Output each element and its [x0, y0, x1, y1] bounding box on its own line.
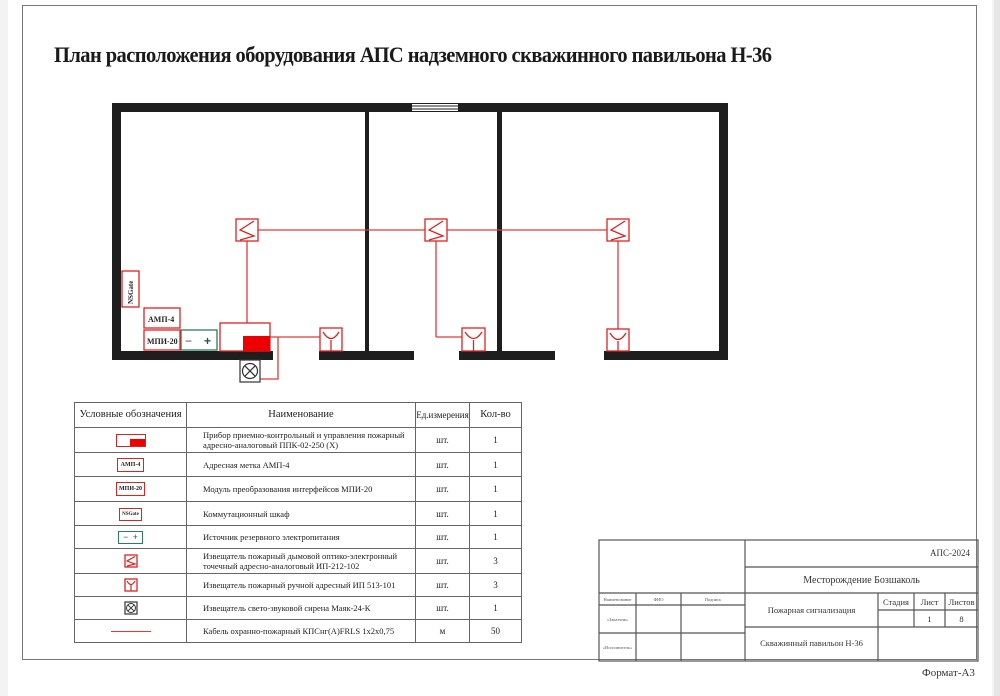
amp4-label: АМП-4: [148, 315, 175, 324]
legend-header-unit: Ед.измерения: [416, 403, 470, 428]
legend-name: Извещатель пожарный дымовой оптико-электронный точечный адресно-аналоговый ИП-212-102: [187, 549, 416, 574]
legend-qty: 1: [470, 502, 522, 526]
legend-qty: 50: [470, 620, 522, 643]
psu-symbol: − +: [118, 531, 143, 544]
sheet-header: Лист: [920, 597, 939, 607]
legend-unit: шт.: [416, 526, 470, 549]
drawing-title: План расположения оборудования АПС надземного скважинного павильона Н-36: [54, 42, 772, 67]
nsgate-label: NSGate: [127, 280, 135, 304]
legend-unit: шт.: [416, 428, 470, 453]
psu-plus-label: +: [204, 334, 212, 348]
legend-name: Кабель охранно-пожарный КПСнг(А)FRLS 1х2х0,75: [187, 620, 416, 643]
legend-unit: шт.: [416, 549, 470, 574]
sign-header-fio: ФИО: [653, 597, 664, 602]
legend-unit: шт.: [416, 453, 470, 477]
role-customer: «Заказчик»: [606, 617, 629, 622]
legend-unit: шт.: [416, 597, 470, 620]
legend-unit: шт.: [416, 502, 470, 526]
psu-minus-label: −: [185, 334, 193, 348]
legend-name: Источник резервного электропитания: [187, 526, 416, 549]
sheets-total-header: Листов: [948, 597, 975, 607]
legend-name: Извещатель пожарный ручной адресный ИП 513-101: [187, 574, 416, 597]
site-name: Месторождение Бозшаколь: [803, 575, 920, 586]
mpi20-symbol: МПИ-20: [116, 482, 145, 496]
sheets-total-value: 8: [959, 614, 964, 624]
legend-qty: 3: [470, 574, 522, 597]
legend-qty: 1: [470, 453, 522, 477]
legend-header-symbol: Условные обозначения: [75, 403, 187, 428]
sheet-value: 1: [927, 614, 932, 624]
legend-qty: 1: [470, 526, 522, 549]
format-label: Формат-А3: [922, 667, 975, 679]
legend-name: Модуль преобразования интерфейсов МПИ-20: [187, 477, 416, 502]
legend-qty: 1: [470, 597, 522, 620]
legend-name: Коммутационный шкаф: [187, 502, 416, 526]
legend-qty: 1: [470, 428, 522, 453]
document-code: АПС-2024: [930, 548, 970, 558]
role-contractor: «Исполнитель»: [602, 645, 633, 650]
amp4-symbol: АМП-4: [117, 458, 145, 472]
legend-qty: 3: [470, 549, 522, 574]
sign-header-name: Наименование: [603, 597, 632, 602]
object-name: Скважинный павильон Н-36: [760, 638, 863, 648]
mpi20-label: МПИ-20: [147, 337, 178, 346]
legend-unit: шт.: [416, 477, 470, 502]
nsgate-symbol: NSGate: [119, 508, 142, 521]
legend-header-qty: Кол-во: [470, 403, 522, 428]
legend-header-name: Наименование: [187, 403, 416, 428]
legend-name: Извещатель свето-звуковой сирена Маяк-24-К: [187, 597, 416, 620]
legend-qty: 1: [470, 477, 522, 502]
legend-unit: шт.: [416, 574, 470, 597]
legend-name: Прибор приемно-контрольный и управления пожарный адресно-аналоговый ППК-02-250 (Х): [187, 428, 416, 453]
system-name: Пожарная сигнализация: [767, 605, 856, 615]
legend-name: Адресная метка АМП-4: [187, 453, 416, 477]
legend-unit: м: [416, 620, 470, 643]
sign-header-signature: Подпись: [704, 597, 722, 602]
stage-header: Стадия: [883, 597, 909, 607]
